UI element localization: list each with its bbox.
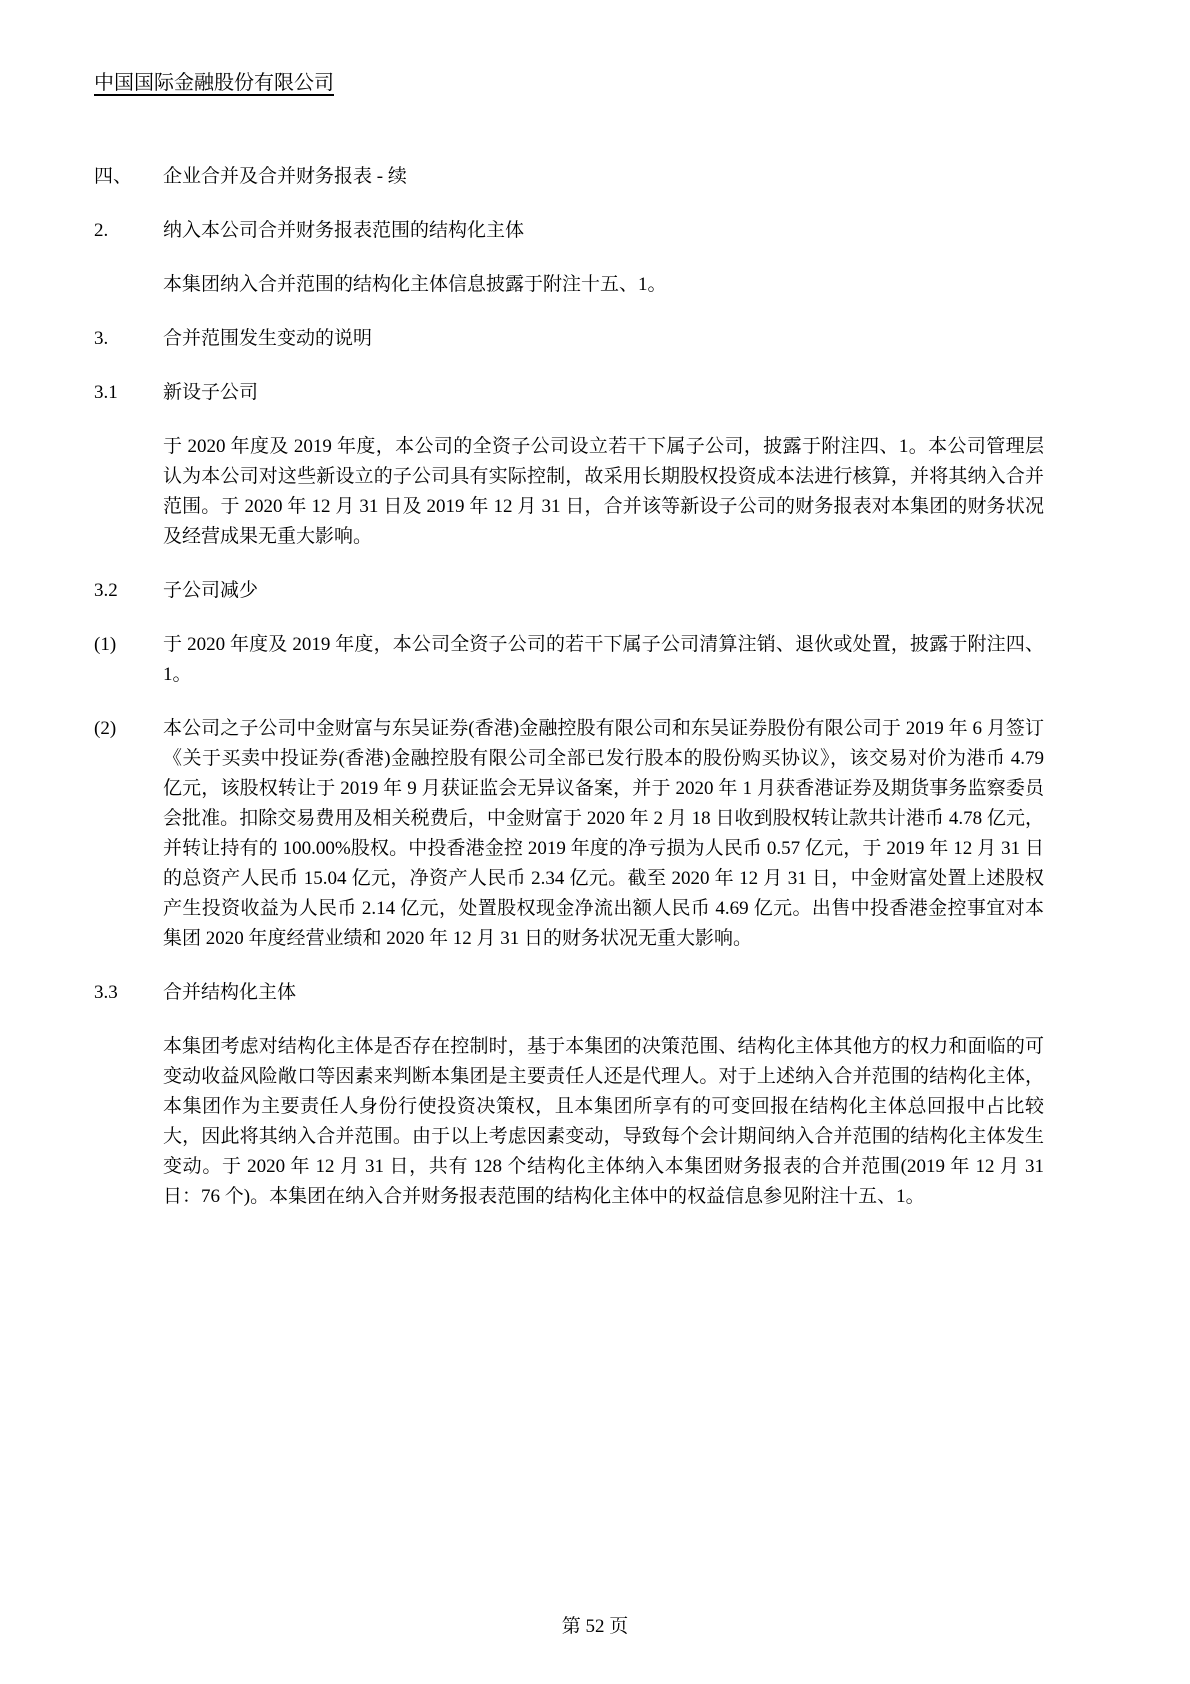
doc-block <box>94 576 1044 606</box>
doc-block <box>94 630 1044 690</box>
doc-block <box>94 714 1044 954</box>
section-number: 3.2 <box>94 580 118 601</box>
doc-block <box>94 978 1044 1008</box>
doc-block <box>94 162 1044 192</box>
section-number: 3.1 <box>94 382 118 403</box>
section-number: (1) <box>94 634 117 655</box>
section-number: 3. <box>94 328 109 349</box>
section-text: 本公司之子公司中金财富与东吴证券(香港)金融控股有限公司和东吴证券股份有限公司于 2019 年 6 月签订《关于买卖中投证券(香港)金融控股有限公司全部已发行股本的股份购买协议》，该交易对价为港币 4.79 亿元，该股权转让于 2019 年 9 月获证监会无异议备案，并于 2020 年 1 月获香港证券及期货事务监察委员会批准。扣除交易费用及相关税费后，中金财富于 2020 年 2 月 18 日收到股权转让款共计港币 4.78 亿元，并转让持有的 100.00%股权。中投香港金控 2019 年度的净亏损为人民币 0.57 亿元，于 2019 年 12 月 31 日的总资产人民币 15.04 亿元，净资产人民币 2.34 亿元。截至 2020 年 12 月 31 日，中金财富处置上述股权产生投资收益为人民币 2.14 亿元，处置股权现金净流出额人民币 4.69 亿元。出售中投香港金控事宜对本集团 2020 年度经营业绩和 2020 年 12 月 31 日的财务状况无重大影响。 <box>163 718 1044 949</box>
page-number-footer: 第 52 页 <box>561 1616 629 1637</box>
doc-block <box>94 1032 1044 1212</box>
section-text: 本集团考虑对结构化主体是否存在控制时，基于本集团的决策范围、结构化主体其他方的权力和面临的可变动收益风险敞口等因素来判断本集团是主要责任人还是代理人。对于上述纳入合并范围的结构化主体，本集团作为主要责任人身份行使投资决策权，且本集团所享有的可变回报在结构化主体总回报中占比较大，因此将其纳入合并范围。由于以上考虑因素变动，导致每个会计期间纳入合并范围的结构化主体发生变动。于 2020 年 12 月 31 日，共有 128 个结构化主体纳入本集团财务报表的合并范围(2019 年 12 月 31 日：76 个)。本集团在纳入合并财务报表范围的结构化主体中的权益信息参见附注十五、1。 <box>163 1036 1044 1207</box>
section-text: 于 2020 年度及 2019 年度，本公司的全资子公司设立若干下属子公司，披露于附注四、1。本公司管理层认为本公司对这些新设立的子公司具有实际控制，故采用长期股权投资成本法进行核算，并将其纳入合并范围。于 2020 年 12 月 31 日及 2019 年 12 月 31 日，合并该等新设子公司的财务报表对本集团的财务状况及经营成果无重大影响。 <box>163 436 1044 547</box>
doc-block <box>94 270 1044 300</box>
company-name-header: 中国国际金融股份有限公司 <box>94 72 334 94</box>
section-text: 纳入本公司合并财务报表范围的结构化主体 <box>163 220 525 241</box>
doc-block <box>94 378 1044 408</box>
section-text: 合并范围发生变动的说明 <box>163 328 373 349</box>
section-text: 子公司减少 <box>163 580 259 601</box>
doc-block <box>94 432 1044 552</box>
section-number: 四、 <box>94 166 133 187</box>
section-number: (2) <box>94 718 117 739</box>
section-text: 合并结构化主体 <box>163 982 297 1003</box>
document-body <box>94 162 1044 1212</box>
section-text: 于 2020 年度及 2019 年度，本公司全资子公司的若干下属子公司清算注销、退伙或处置，披露于附注四、1。 <box>163 634 1044 685</box>
section-number: 3.3 <box>94 982 118 1003</box>
doc-block <box>94 324 1044 354</box>
doc-block <box>94 216 1044 246</box>
section-number: 2. <box>94 220 109 241</box>
section-text: 本集团纳入合并范围的结构化主体信息披露于附注十五、1。 <box>163 274 667 295</box>
section-text: 新设子公司 <box>163 382 259 403</box>
section-text: 企业合并及合并财务报表 - 续 <box>163 166 407 187</box>
